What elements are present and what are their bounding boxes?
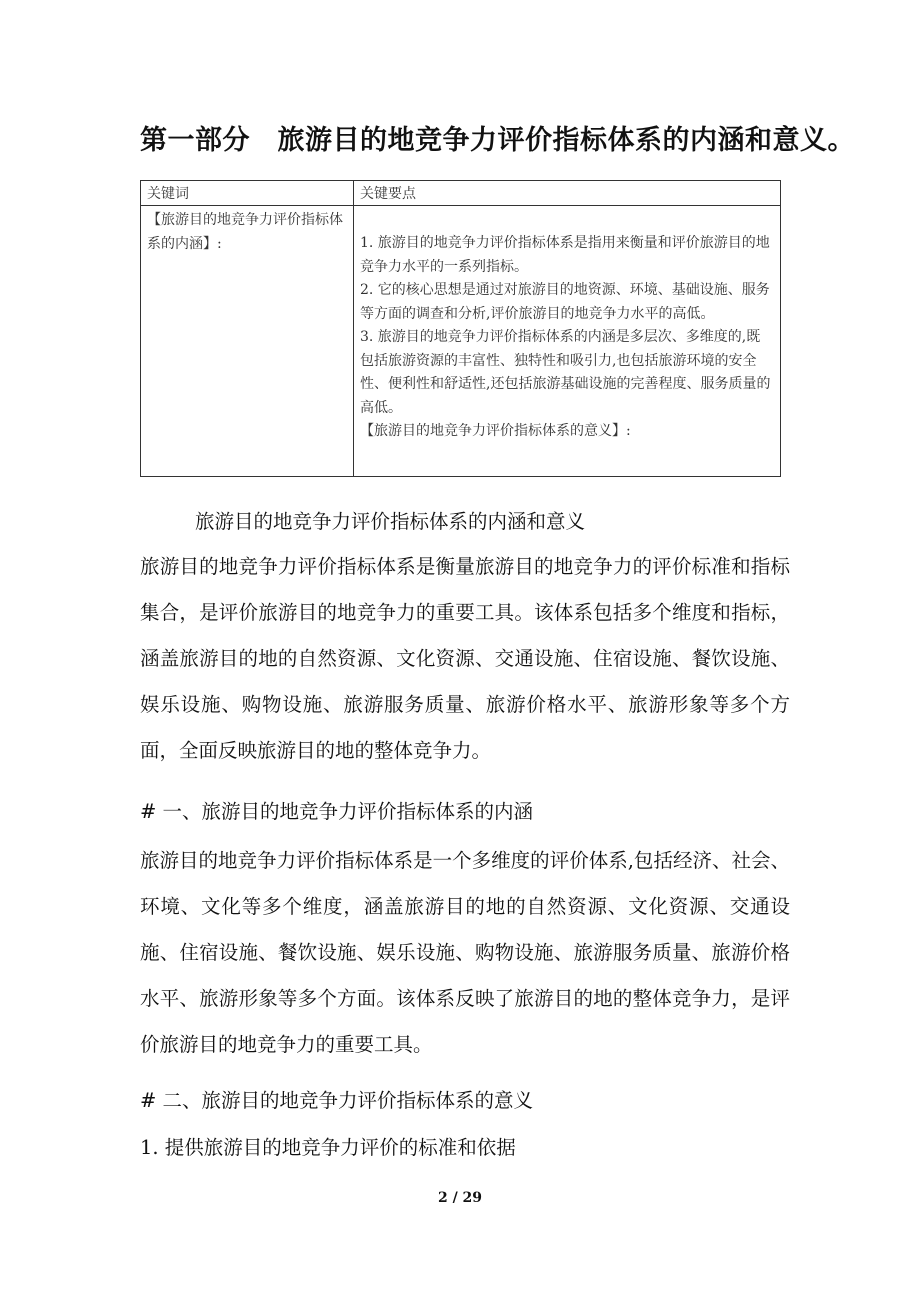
key-point-4: 【旅游目的地竞争力评价指标体系的意义】: [360, 423, 631, 439]
paragraph-1 [140, 838, 790, 1068]
intro-text: 旅游目的地竞争力评价指标体系是衡量旅游目的地竞争力的评价标准和指标集合，是评价旅游目的地竞争力的重要工具。该体系包括多个维度和指标，涵盖旅游目的地的自然资源、文化资源、交通设施、住宿设施、餐饮设施、娱乐设施、购物设施、旅游服务质量、旅游价格水平、旅游形象等多个方面，全面反映旅游目的地的整体竞争力。 [140, 555, 790, 762]
keyword-label: 【旅游目的地竞争力评价指标体系的内涵】: [147, 212, 343, 252]
intro-paragraph [140, 544, 790, 774]
page-number: 2 / 29 [437, 1190, 483, 1206]
key-point-1: 1. 旅游目的地竞争力评价指标体系是指用来衡量和评价旅游目的地竞争力水平的一系列指标。 [360, 235, 770, 275]
subtitle: 旅游目的地竞争力评价指标体系的内涵和意义 [195, 510, 586, 533]
heading-2: # 二、旅游目的地竞争力评价指标体系的意义 [140, 1089, 534, 1112]
header-key-points: 关键要点 [354, 181, 781, 206]
keyword-table [140, 180, 781, 477]
list-item-1: 1. 提供旅游目的地竞争力评价的标准和依据 [140, 1136, 516, 1159]
header-keyword: 关键词 [141, 181, 354, 206]
heading-1: # 一、旅游目的地竞争力评价指标体系的内涵 [140, 800, 534, 823]
keyword-cell [141, 206, 354, 477]
paragraph-1-text: 旅游目的地竞争力评价指标体系是一个多维度的评价体系,包括经济、社会、环境、文化等多个维度，涵盖旅游目的地的自然资源、文化资源、交通设施、住宿设施、餐饮设施、娱乐设施、购物设施、旅游服务质量、旅游价格水平、旅游形象等多个方面。该体系反映了旅游目的地的整体竞争力，是评价旅游目的地竞争力的重要工具。 [140, 849, 790, 1056]
key-point-3: 3. 旅游目的地竞争力评价指标体系的内涵是多层次、多维度的,既包括旅游资源的丰富性、独特性和吸引力,也包括旅游环境的安全性、便利性和舒适性,还包括旅游基础设施的完善程度、服务质量的高低。 [360, 329, 771, 416]
section-title: 第一部分 旅游目的地竞争力评价指标体系的内涵和意义。 [140, 125, 855, 156]
key-points-cell [354, 206, 781, 477]
key-point-2: 2. 它的核心思想是通过对旅游目的地资源、环境、基础设施、服务等方面的调查和分析,评价旅游目的地竞争力水平的高低。 [360, 282, 770, 322]
